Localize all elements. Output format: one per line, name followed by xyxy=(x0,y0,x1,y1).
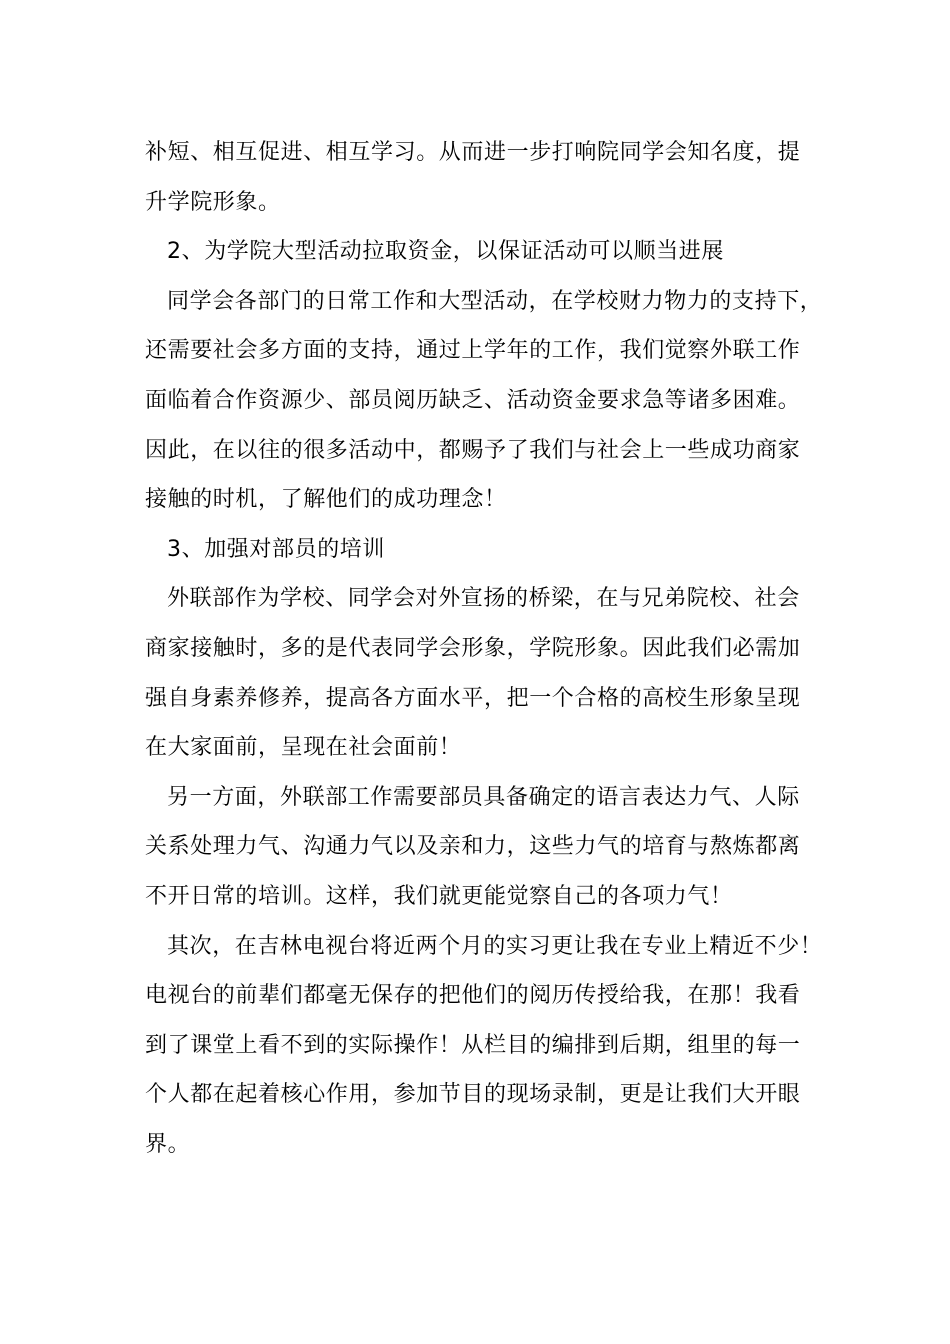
document-body xyxy=(145,128,835,1169)
paragraph-start-line: 外联部作为学校、同学会对外宣扬的桥梁，在与兄弟院校、社会 xyxy=(167,586,800,612)
body-line: 个人都在起着核心作用，参加节目的现场录制，更是让我们大开眼 xyxy=(145,1082,801,1108)
section-heading: 2、为学院大型活动拉取资金，以保证活动可以顺当进展 xyxy=(167,239,724,265)
body-line: 界。 xyxy=(145,1131,191,1157)
body-line: 电视台的前辈们都毫无保存的把他们的阅历传授给我，在那！我看 xyxy=(145,983,801,1009)
body-line: 接触的时机，了解他们的成功理念！ xyxy=(145,487,507,513)
body-line: 还需要社会多方面的支持，通过上学年的工作，我们觉察外联工作 xyxy=(145,338,801,364)
body-line: 因此，在以往的很多活动中，都赐予了我们与社会上一些成功商家 xyxy=(145,437,801,463)
paragraph-start-line: 其次，在吉林电视台将近两个月的实习更让我在专业上精近不少！ xyxy=(167,933,823,959)
body-line: 不开日常的培训。这样，我们就更能觉察自己的各项力气！ xyxy=(145,883,733,909)
body-line: 面临着合作资源少、部员阅历缺乏、活动资金要求急等诸多困难。 xyxy=(145,387,801,413)
body-line: 到了课堂上看不到的实际操作！从栏目的编排到后期，组里的每一 xyxy=(145,1032,801,1058)
body-line: 商家接触时，多的是代表同学会形象，学院形象。因此我们必需加 xyxy=(145,635,801,661)
body-line: 补短、相互促进、相互学习。从而进一步打响院同学会知名度，提 xyxy=(145,140,801,165)
body-line: 关系处理力气、沟通力气以及亲和力，这些力气的培育与熬炼都离 xyxy=(145,834,801,860)
body-line: 强自身素养修养，提高各方面水平，把一个合格的高校生形象呈现 xyxy=(145,685,801,711)
paragraph-start-line: 同学会各部门的日常工作和大型活动，在学校财力物力的支持下， xyxy=(167,288,823,314)
paragraph-start-line: 另一方面，外联部工作需要部员具备确定的语言表达力气、人际 xyxy=(167,784,800,810)
body-line: 升学院形象。 xyxy=(145,189,281,215)
section-heading: 3、加强对部员的培训 xyxy=(167,536,385,562)
body-line: 在大家面前，呈现在社会面前！ xyxy=(145,735,462,761)
